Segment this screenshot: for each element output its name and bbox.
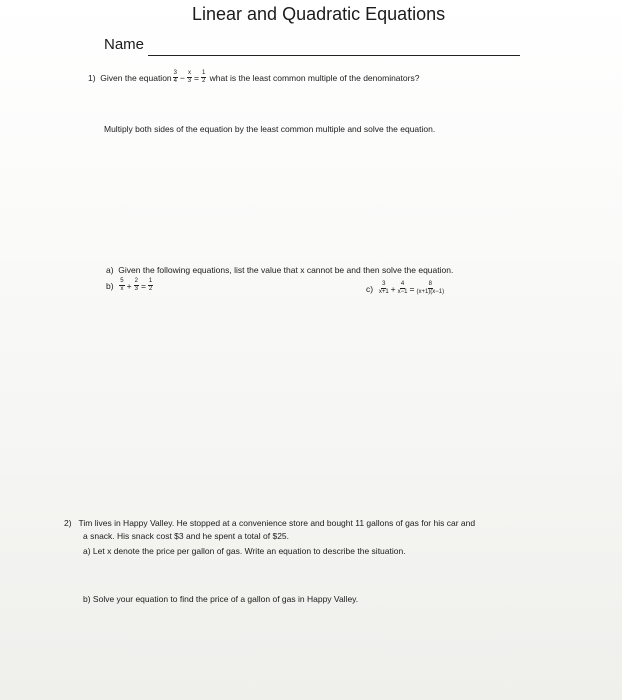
worksheet-title: Linear and Quadratic Equations: [192, 4, 446, 24]
question-1a-label: a): [106, 265, 114, 275]
question-1-instruction: Multiply both sides of the equation by the least common multiple and solve the equation.: [104, 124, 436, 134]
fraction-3-over-x-plus-1: $\frac{3}{x+1}$: [378, 281, 389, 295]
question-2a: a) Let x denote the price per gallon of gas. Write an equation to describe the situation.: [83, 546, 406, 556]
question-2b: b) Solve your equation to find the price of a gallon of gas in Happy Valley.: [83, 594, 359, 604]
minus-sign: −: [180, 72, 185, 83]
plus-sign: +: [126, 280, 132, 291]
equals-sign: =: [409, 283, 415, 294]
question-1-text-before: Given the equation: [100, 72, 172, 83]
question-2-line-2: a snack. His snack cost $3 and he spent a total of $25.: [83, 531, 290, 541]
name-label: Name: [104, 36, 145, 53]
question-1b-label: b): [106, 280, 114, 291]
fraction-3-4: $\frac{3}{4}$: [173, 70, 177, 84]
question-1c-label: c): [366, 283, 374, 294]
equals-sign: =: [193, 72, 199, 83]
question-1c: [366, 281, 445, 296]
fraction-4-over-x-minus-1: $\frac{4}{x-1}$: [397, 281, 408, 295]
question-1b: [106, 278, 154, 293]
question-1: [88, 70, 419, 85]
question-1-text-after: what is the least common multiple of the denominators?: [209, 72, 420, 83]
fraction-5-x: $\frac{5}{x}$: [120, 278, 124, 292]
plus-sign: +: [390, 283, 396, 294]
question-2-line-1: [64, 518, 475, 528]
fraction-x-3: $\frac{x}{3}$: [187, 70, 192, 84]
question-1a: [106, 265, 453, 275]
fraction-2-3: $\frac{2}{3}$: [134, 278, 138, 292]
fraction-1-2: $\frac{1}{2}$: [148, 278, 153, 292]
fraction-8-over-product: $\frac{8}{(x+1)(x-1)}$: [416, 281, 445, 295]
question-1a-text: Given the following equations, list the value that x cannot be and then solve the equation.: [118, 265, 454, 275]
equals-sign: =: [140, 280, 146, 291]
question-1-number: 1): [88, 72, 96, 83]
name-line: [148, 55, 520, 56]
fraction-1-2: $\frac{1}{2}$: [201, 70, 206, 84]
question-2-number: 2): [64, 518, 72, 528]
question-2-text-1: Tim lives in Happy Valley. He stopped at a convenience store and bought 11 gallons of gas for his car and: [78, 518, 476, 528]
